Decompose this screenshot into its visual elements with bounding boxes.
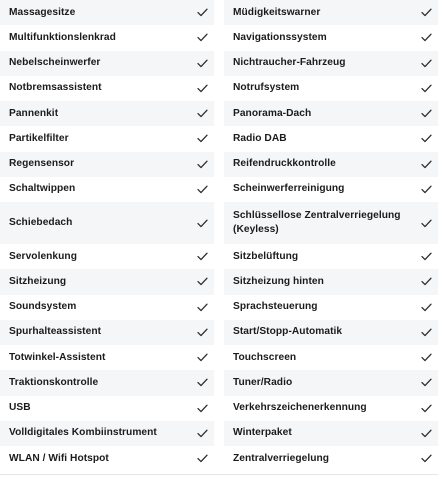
feature-label: Müdigkeitswarner bbox=[233, 6, 321, 18]
checkmark-icon bbox=[421, 33, 432, 42]
feature-item bbox=[0, 51, 214, 76]
feature-item bbox=[0, 244, 214, 269]
checkmark-icon bbox=[197, 33, 208, 42]
feature-label: USB bbox=[9, 402, 31, 414]
checkmark-icon bbox=[421, 109, 432, 118]
feature-label: Sitzheizung hinten bbox=[233, 275, 324, 287]
checkmark-icon bbox=[197, 353, 208, 362]
feature-label: Schiebedach bbox=[9, 217, 73, 228]
feature-item bbox=[224, 320, 438, 345]
checkmark-icon bbox=[421, 252, 432, 261]
feature-item bbox=[224, 51, 438, 76]
feature-item bbox=[0, 0, 214, 25]
feature-row bbox=[0, 244, 438, 269]
checkmark-icon bbox=[197, 454, 208, 463]
feature-item bbox=[0, 446, 214, 471]
feature-label: Notrufsystem bbox=[233, 82, 300, 94]
feature-label: Reifendruckkontrolle bbox=[233, 158, 336, 170]
checkmark-icon bbox=[421, 8, 432, 17]
feature-label: Schlüssellose Zentralverriegelung (Keyless) bbox=[233, 210, 401, 235]
feature-item bbox=[224, 101, 438, 126]
feature-row bbox=[0, 370, 438, 395]
feature-row bbox=[0, 177, 438, 202]
feature-label: Regensensor bbox=[9, 158, 75, 170]
checkmark-icon bbox=[421, 185, 432, 194]
checkmark-icon bbox=[421, 454, 432, 463]
feature-item bbox=[0, 152, 214, 177]
checkmark-icon bbox=[421, 429, 432, 438]
checkmark-icon bbox=[197, 8, 208, 17]
feature-label: Servolenkung bbox=[9, 250, 77, 262]
feature-label: Start/Stopp-Automatik bbox=[233, 326, 343, 338]
feature-label: Pannenkit bbox=[9, 107, 59, 119]
feature-label: Scheinwerferreinigung bbox=[233, 183, 345, 195]
checkmark-icon bbox=[197, 219, 208, 228]
feature-label: Schaltwippen bbox=[9, 183, 76, 195]
feature-item bbox=[224, 446, 438, 471]
checkmark-icon bbox=[197, 252, 208, 261]
feature-row bbox=[0, 101, 438, 126]
feature-item bbox=[0, 370, 214, 395]
checkmark-icon bbox=[421, 378, 432, 387]
checkmark-icon bbox=[197, 328, 208, 337]
feature-item bbox=[224, 126, 438, 151]
checkmark-icon bbox=[197, 277, 208, 286]
feature-row bbox=[0, 0, 438, 25]
feature-label: Navigationssystem bbox=[233, 31, 327, 43]
feature-row bbox=[0, 202, 438, 244]
divider bbox=[0, 474, 438, 475]
checkmark-icon bbox=[421, 404, 432, 413]
checkmark-icon bbox=[197, 84, 208, 93]
feature-item bbox=[224, 202, 438, 244]
feature-label: Sprachsteuerung bbox=[233, 301, 318, 313]
feature-row bbox=[0, 345, 438, 370]
checkmark-icon bbox=[421, 328, 432, 337]
checkmark-icon bbox=[421, 84, 432, 93]
feature-label: Multifunktionslenkrad bbox=[9, 31, 116, 43]
feature-row bbox=[0, 51, 438, 76]
checkmark-icon bbox=[197, 303, 208, 312]
feature-label: Massagesitze bbox=[9, 6, 76, 18]
feature-row bbox=[0, 396, 438, 421]
feature-label: Traktionskontrolle bbox=[9, 376, 99, 388]
feature-row bbox=[0, 76, 438, 101]
feature-item bbox=[224, 295, 438, 320]
checkmark-icon bbox=[197, 109, 208, 118]
feature-item bbox=[224, 177, 438, 202]
checkmark-icon bbox=[197, 160, 208, 169]
feature-item bbox=[224, 421, 438, 446]
feature-row bbox=[0, 25, 438, 50]
feature-label: Nichtraucher-Fahrzeug bbox=[233, 57, 346, 69]
checkmark-icon bbox=[421, 219, 432, 228]
feature-item bbox=[0, 177, 214, 202]
feature-row bbox=[0, 269, 438, 294]
feature-item bbox=[224, 244, 438, 269]
feature-item bbox=[0, 345, 214, 370]
checkmark-icon bbox=[421, 277, 432, 286]
feature-label: Zentralverriegelung bbox=[233, 452, 330, 464]
feature-label: Nebelscheinwerfer bbox=[9, 57, 101, 69]
feature-label: Winterpaket bbox=[233, 427, 292, 439]
feature-item bbox=[224, 345, 438, 370]
feature-row bbox=[0, 126, 438, 151]
checkmark-icon bbox=[197, 404, 208, 413]
checkmark-icon bbox=[197, 134, 208, 143]
feature-label: Sitzbelüftung bbox=[233, 250, 299, 262]
feature-label: WLAN / Wifi Hotspot bbox=[9, 452, 109, 464]
feature-item bbox=[0, 126, 214, 151]
checkmark-icon bbox=[197, 378, 208, 387]
feature-item bbox=[224, 152, 438, 177]
feature-row bbox=[0, 421, 438, 446]
feature-label: Spurhalteassistent bbox=[9, 326, 102, 338]
feature-label: Tuner/Radio bbox=[233, 376, 293, 388]
feature-item bbox=[0, 76, 214, 101]
feature-item bbox=[224, 396, 438, 421]
checkmark-icon bbox=[197, 185, 208, 194]
feature-label: Partikelfilter bbox=[9, 132, 69, 144]
checkmark-icon bbox=[421, 160, 432, 169]
checkmark-icon bbox=[197, 429, 208, 438]
feature-label: Radio DAB bbox=[233, 132, 287, 144]
feature-item bbox=[0, 25, 214, 50]
feature-row bbox=[0, 152, 438, 177]
feature-item bbox=[224, 269, 438, 294]
checkmark-icon bbox=[421, 59, 432, 68]
feature-label: Touchscreen bbox=[233, 351, 297, 363]
feature-item bbox=[224, 76, 438, 101]
checkmark-icon bbox=[421, 353, 432, 362]
feature-item bbox=[0, 202, 214, 244]
feature-item bbox=[0, 396, 214, 421]
checkmark-icon bbox=[421, 303, 432, 312]
feature-label: Soundsystem bbox=[9, 301, 77, 313]
feature-row bbox=[0, 295, 438, 320]
checkmark-icon bbox=[421, 134, 432, 143]
feature-label: Notbremsassistent bbox=[9, 82, 102, 94]
feature-item bbox=[224, 25, 438, 50]
checkmark-icon bbox=[197, 59, 208, 68]
feature-item bbox=[0, 320, 214, 345]
feature-item bbox=[0, 295, 214, 320]
feature-row bbox=[0, 446, 438, 471]
feature-item bbox=[224, 0, 438, 25]
feature-label: Verkehrszeichenerkennung bbox=[233, 402, 367, 414]
feature-item bbox=[0, 269, 214, 294]
feature-item bbox=[224, 370, 438, 395]
feature-label: Totwinkel-Assistent bbox=[9, 351, 106, 363]
feature-row bbox=[0, 320, 438, 345]
feature-item bbox=[0, 421, 214, 446]
feature-label: Panorama-Dach bbox=[233, 107, 312, 119]
feature-item bbox=[0, 101, 214, 126]
feature-label: Volldigitales Kombiinstrument bbox=[9, 427, 157, 439]
feature-label: Sitzheizung bbox=[9, 275, 67, 287]
